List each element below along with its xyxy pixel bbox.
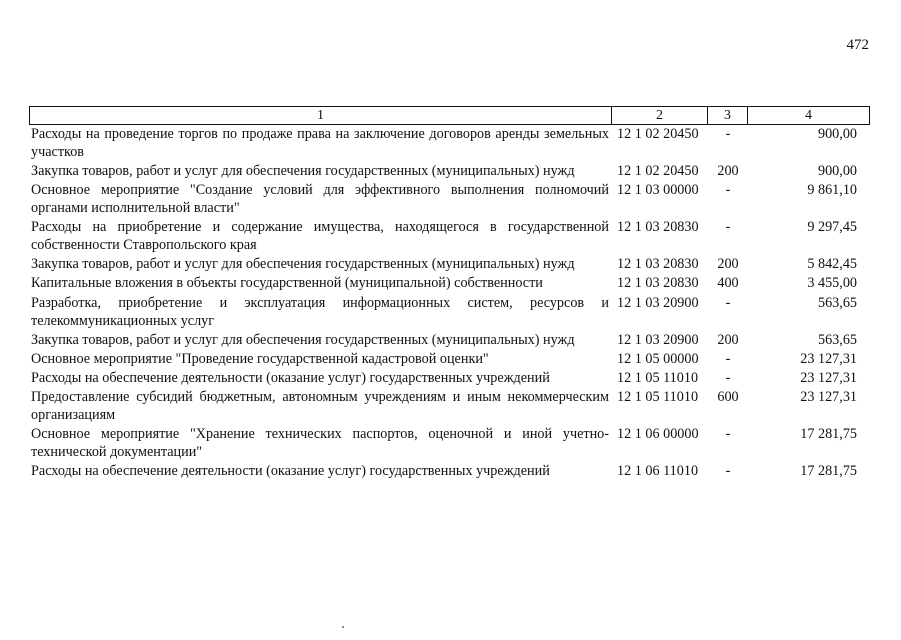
row-sum: 17 281,75 xyxy=(800,463,857,480)
table-row xyxy=(31,425,869,461)
table-row xyxy=(31,125,869,161)
row-code: 12 1 05 11010 xyxy=(617,369,699,386)
row-expense-type: - xyxy=(725,294,731,311)
row-sum: 900,00 xyxy=(817,163,857,180)
table-row xyxy=(31,388,869,424)
row-code: 12 1 03 20900 xyxy=(617,331,699,348)
row-name: Основное мероприятие "Создание условий для эффективного выполнения полномочий органами исполнительной власти" xyxy=(31,182,609,217)
row-name: Основное мероприятие "Хранение технических паспортов, оценочной и иной учетно-технической документации" xyxy=(31,426,609,461)
table-row xyxy=(31,162,869,180)
table-body xyxy=(31,125,869,481)
row-expense-type: 200 xyxy=(717,163,739,180)
row-code: 12 1 03 20830 xyxy=(617,219,699,236)
table-row xyxy=(31,294,869,330)
row-sum: 563,65 xyxy=(817,294,857,311)
header-col-3: 3 xyxy=(708,107,748,125)
row-sum: 3 455,00 xyxy=(807,275,857,292)
row-code: 12 1 02 20450 xyxy=(617,126,699,142)
row-sum: 23 127,31 xyxy=(800,350,857,367)
row-code: 12 1 03 00000 xyxy=(617,182,699,199)
row-name: Расходы на проведение торгов по продаже права на заключение договоров аренды земельных участков xyxy=(31,126,609,160)
row-expense-type: - xyxy=(725,126,731,142)
header-col-2: 2 xyxy=(612,107,708,125)
table-row xyxy=(31,369,869,387)
row-expense-type: 600 xyxy=(717,388,739,405)
row-code: 12 1 03 20830 xyxy=(617,275,699,292)
row-sum: 563,65 xyxy=(817,331,857,348)
row-expense-type: - xyxy=(725,369,731,386)
row-sum: 9 861,10 xyxy=(807,182,857,199)
table-header xyxy=(29,106,870,125)
row-name: Разработка, приобретение и эксплуатация информационных систем, ресурсов и телекоммуникационных услуг xyxy=(31,294,609,329)
page-number: 472 xyxy=(846,37,869,53)
row-name: Закупка товаров, работ и услуг для обеспечения государственных (муниципальных) нужд xyxy=(31,331,575,348)
row-expense-type: - xyxy=(725,182,731,199)
row-code: 12 1 06 11010 xyxy=(617,463,699,480)
row-code: 12 1 06 00000 xyxy=(617,426,699,443)
row-sum: 23 127,31 xyxy=(800,388,857,405)
row-code: 12 1 03 20830 xyxy=(617,256,699,273)
row-sum: 17 281,75 xyxy=(800,426,857,443)
row-expense-type: 400 xyxy=(717,275,739,292)
table-row xyxy=(31,462,869,480)
row-sum: 9 297,45 xyxy=(807,219,857,236)
scan-speck xyxy=(342,626,344,628)
row-expense-type: - xyxy=(725,463,731,480)
row-code: 12 1 02 20450 xyxy=(617,163,699,180)
table-row xyxy=(31,350,869,368)
row-code: 12 1 05 11010 xyxy=(617,388,699,405)
row-sum: 5 842,45 xyxy=(807,256,857,273)
row-name: Расходы на приобретение и содержание имущества, находящегося в государственной собственности Ставропольского края xyxy=(31,219,609,254)
header-col-1: 1 xyxy=(30,107,612,125)
row-sum: 900,00 xyxy=(817,126,857,142)
table-row xyxy=(31,218,869,254)
table-row xyxy=(31,331,869,349)
row-name: Расходы на обеспечение деятельности (оказание услуг) государственных учреждений xyxy=(31,369,550,386)
table-row xyxy=(31,255,869,273)
row-expense-type: - xyxy=(725,219,731,236)
row-name: Закупка товаров, работ и услуг для обеспечения государственных (муниципальных) нужд xyxy=(31,256,575,273)
row-expense-type: 200 xyxy=(717,256,739,273)
row-expense-type: - xyxy=(725,350,731,367)
row-expense-type: - xyxy=(725,426,731,443)
row-name: Закупка товаров, работ и услуг для обеспечения государственных (муниципальных) нужд xyxy=(31,163,575,180)
row-name: Расходы на обеспечение деятельности (оказание услуг) государственных учреждений xyxy=(31,463,550,480)
header-col-4: 4 xyxy=(748,107,870,125)
table-row xyxy=(31,274,869,292)
row-name: Основное мероприятие "Проведение государственной кадастровой оценки" xyxy=(31,350,489,367)
row-name: Предоставление субсидий бюджетным, автономным учреждениям и иным некоммерческим организациям xyxy=(31,388,609,423)
row-sum: 23 127,31 xyxy=(800,369,857,386)
row-expense-type: 200 xyxy=(717,331,739,348)
row-code: 12 1 03 20900 xyxy=(617,294,699,311)
row-code: 12 1 05 00000 xyxy=(617,350,699,367)
table-row xyxy=(31,181,869,217)
row-name: Капитальные вложения в объекты государственной (муниципальной) собственности xyxy=(31,275,543,292)
